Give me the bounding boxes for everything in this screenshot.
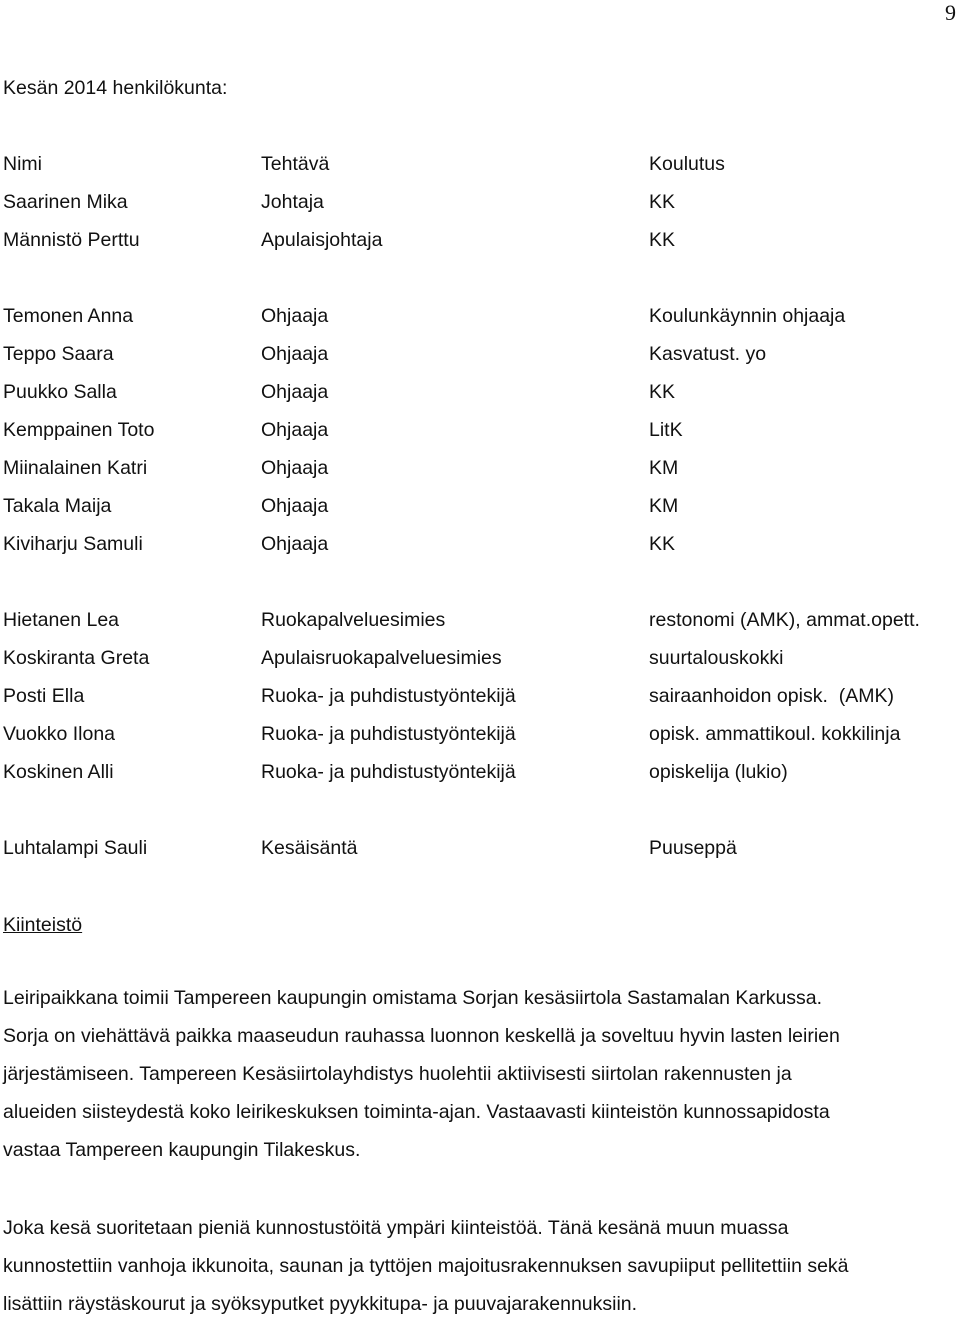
table-row bbox=[3, 722, 953, 746]
table-row bbox=[3, 836, 953, 860]
cell-education: opiskelija (lukio) bbox=[649, 761, 788, 783]
cell-name: Teppo Saara bbox=[3, 343, 114, 365]
cell-education: suurtalouskokki bbox=[649, 647, 784, 669]
table-row bbox=[3, 532, 953, 556]
table-row bbox=[3, 494, 953, 518]
cell-name: Temonen Anna bbox=[3, 305, 134, 327]
cell-name: Männistö Perttu bbox=[3, 229, 140, 251]
paragraph-line: lisättiin räystäskourut ja syöksyputket pyykkitupa- ja puuvajarakennuksiin. bbox=[3, 1293, 638, 1315]
cell-education: KK bbox=[649, 533, 676, 555]
paragraph-line: Sorja on viehättävä paikka maaseudun rauhassa luonnon keskellä ja soveltuu hyvin lasten leirien bbox=[3, 1025, 840, 1047]
cell-education: KM bbox=[649, 457, 679, 479]
paragraph-property-repairs bbox=[3, 1209, 953, 1323]
cell-name: Luhtalampi Sauli bbox=[3, 837, 148, 859]
cell-role: Johtaja bbox=[261, 191, 324, 213]
header-name: Nimi bbox=[3, 153, 42, 175]
cell-education: sairaanhoidon opisk. (AMK) bbox=[649, 685, 894, 707]
cell-education: KK bbox=[649, 229, 676, 251]
paragraph-line: järjestämiseen. Tampereen Kesäsiirtolayhdistys huolehtii aktiivisesti siirtolan rakennusten ja bbox=[3, 1063, 792, 1085]
table-row bbox=[3, 228, 953, 252]
staff-heading: Kesän 2014 henkilökunta: bbox=[3, 77, 228, 99]
paragraph-line: vastaa Tampereen kaupungin Tilakeskus. bbox=[3, 1139, 361, 1161]
cell-name: Posti Ella bbox=[3, 685, 85, 707]
table-row bbox=[3, 190, 953, 214]
header-role: Tehtävä bbox=[261, 153, 330, 175]
cell-education: KM bbox=[649, 495, 679, 517]
table-row bbox=[3, 380, 953, 404]
cell-role: Ruoka- ja puhdistustyöntekijä bbox=[261, 685, 516, 707]
cell-role: Ohjaaja bbox=[261, 419, 329, 441]
table-row bbox=[3, 418, 953, 442]
cell-name: Miinalainen Katri bbox=[3, 457, 148, 479]
cell-education: restonomi (AMK), ammat.opett. bbox=[649, 609, 920, 631]
cell-name: Kemppainen Toto bbox=[3, 419, 155, 441]
cell-name: Koskinen Alli bbox=[3, 761, 114, 783]
cell-name: Saarinen Mika bbox=[3, 191, 128, 213]
table-header-row bbox=[3, 152, 953, 176]
table-row bbox=[3, 304, 953, 328]
cell-role: Apulaisruokapalveluesimies bbox=[261, 647, 502, 669]
paragraph-line: Joka kesä suoritetaan pieniä kunnostustöitä ympäri kiinteistöä. Tänä kesänä muun muassa bbox=[3, 1217, 789, 1239]
cell-role: Kesäisäntä bbox=[261, 837, 358, 859]
table-row bbox=[3, 760, 953, 784]
cell-role: Ohjaaja bbox=[261, 533, 329, 555]
cell-name: Vuokko Ilona bbox=[3, 723, 116, 745]
cell-education: LitK bbox=[649, 419, 683, 441]
cell-role: Ruokapalveluesimies bbox=[261, 609, 446, 631]
cell-education: Kasvatust. yo bbox=[649, 343, 767, 365]
cell-role: Ohjaaja bbox=[261, 457, 329, 479]
cell-education: Koulunkäynnin ohjaaja bbox=[649, 305, 846, 327]
table-row bbox=[3, 456, 953, 480]
cell-role: Ohjaaja bbox=[261, 305, 329, 327]
cell-name: Koskiranta Greta bbox=[3, 647, 150, 669]
section-heading-property: Kiinteistö bbox=[3, 914, 83, 936]
cell-name: Puukko Salla bbox=[3, 381, 117, 403]
header-education: Koulutus bbox=[649, 153, 725, 175]
cell-role: Ruoka- ja puhdistustyöntekijä bbox=[261, 761, 516, 783]
cell-education: Puuseppä bbox=[649, 837, 737, 859]
table-row bbox=[3, 646, 953, 670]
cell-role: Ohjaaja bbox=[261, 381, 329, 403]
cell-role: Apulaisjohtaja bbox=[261, 229, 383, 251]
cell-name: Kiviharju Samuli bbox=[3, 533, 143, 555]
cell-name: Takala Maija bbox=[3, 495, 112, 517]
cell-role: Ohjaaja bbox=[261, 343, 329, 365]
table-row bbox=[3, 342, 953, 366]
cell-education: KK bbox=[649, 381, 676, 403]
paragraph-property-intro bbox=[3, 979, 953, 1169]
cell-education: KK bbox=[649, 191, 676, 213]
cell-role: Ohjaaja bbox=[261, 495, 329, 517]
table-row bbox=[3, 684, 953, 708]
paragraph-line: Leiripaikkana toimii Tampereen kaupungin omistama Sorjan kesäsiirtola Sastamalan Karkussa. bbox=[3, 987, 823, 1009]
table-row bbox=[3, 608, 953, 632]
paragraph-line: alueiden siisteydestä koko leirikeskuksen toiminta-ajan. Vastaavasti kiinteistön kunnossapidosta bbox=[3, 1101, 830, 1123]
cell-name: Hietanen Lea bbox=[3, 609, 120, 631]
page-number: 9 bbox=[945, 0, 956, 25]
cell-education: opisk. ammattikoul. kokkilinja bbox=[649, 723, 901, 745]
paragraph-line: kunnostettiin vanhoja ikkunoita, saunan ja tyttöjen majoitusrakennuksen savupiiput pellitettiin sekä bbox=[3, 1255, 849, 1277]
cell-role: Ruoka- ja puhdistustyöntekijä bbox=[261, 723, 516, 745]
